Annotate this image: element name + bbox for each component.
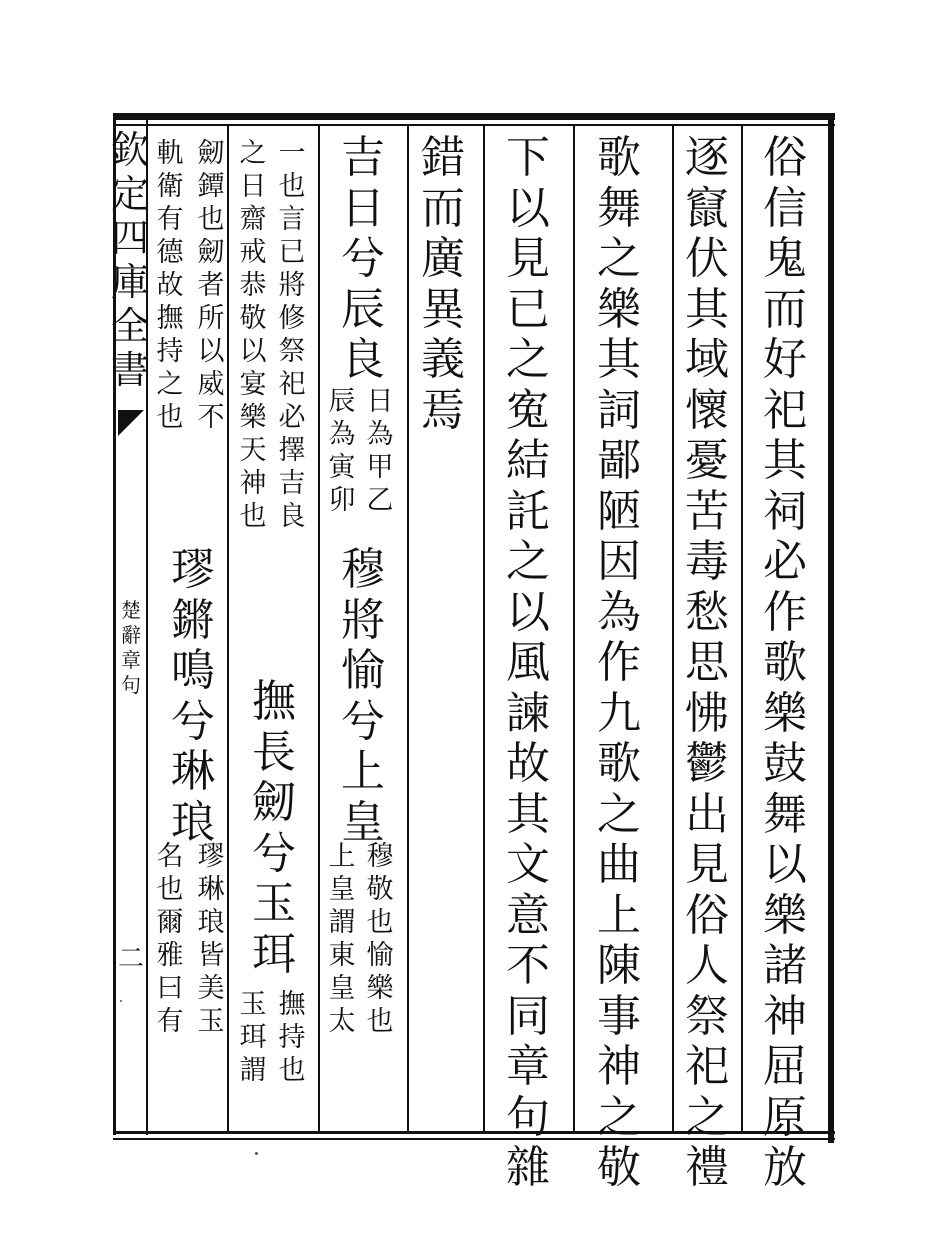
- glyph: 定: [110, 172, 149, 216]
- glyph: 良: [341, 334, 385, 385]
- glyph: 四: [110, 216, 149, 260]
- glyph: 九: [597, 687, 641, 739]
- glyph: 上: [597, 889, 641, 941]
- glyph: 為: [366, 419, 394, 450]
- glyph: 樂: [763, 889, 807, 941]
- glyph: 欽: [110, 128, 149, 172]
- annotation-line: [155, 840, 185, 1038]
- glyph: 風: [506, 637, 550, 688]
- glyph: 屈: [763, 1041, 807, 1092]
- glyph: 寃: [506, 384, 550, 436]
- glyph: 長: [252, 726, 296, 778]
- glyph: 持: [278, 1022, 306, 1053]
- glyph: 卯: [328, 485, 356, 516]
- glyph: 廣: [421, 233, 465, 284]
- glyph: 苦: [685, 485, 729, 537]
- glyph: 雅: [156, 940, 184, 971]
- glyph: 二: [117, 944, 144, 974]
- glyph: 祀: [685, 1041, 729, 1092]
- glyph: 鳴: [171, 645, 215, 696]
- glyph: 將: [278, 270, 306, 301]
- annotation-line: [155, 137, 185, 434]
- glyph: 竄: [685, 182, 729, 234]
- glyph: 章: [506, 1041, 550, 1092]
- main-text-segment: [249, 677, 299, 980]
- glyph: 玉: [197, 1006, 225, 1037]
- margin-page-number: [117, 938, 145, 975]
- glyph: 樂: [763, 687, 807, 739]
- glyph: 其: [685, 283, 729, 335]
- glyph: 樂: [366, 973, 394, 1004]
- glyph: 辭: [121, 623, 141, 647]
- glyph: 皇: [328, 874, 356, 905]
- glyph: 也: [366, 907, 394, 938]
- margin-book-title: [119, 598, 143, 698]
- glyph: 也: [156, 402, 184, 433]
- glyph: 神: [597, 1041, 641, 1092]
- glyph: 為: [328, 419, 356, 450]
- glyph: 之: [597, 788, 641, 840]
- main-text-segment: [168, 545, 218, 848]
- glyph: 見: [506, 233, 550, 284]
- glyph: 上: [328, 841, 356, 872]
- glyph: 文: [506, 839, 550, 890]
- annotation-line: [327, 385, 357, 517]
- glyph: 託: [506, 485, 550, 537]
- glyph: 皇: [341, 796, 385, 848]
- glyph: 甲: [366, 452, 394, 483]
- glyph: 章: [121, 648, 141, 672]
- glyph: 德: [156, 237, 184, 268]
- glyph: 人: [685, 940, 729, 991]
- glyph: 修: [278, 303, 306, 334]
- glyph: 也: [156, 874, 184, 905]
- glyph: 軌: [156, 138, 184, 169]
- glyph: 珥: [239, 1022, 267, 1053]
- glyph: 諫: [506, 687, 550, 739]
- glyph: 上: [341, 746, 385, 797]
- glyph: 之: [156, 369, 184, 400]
- right-border-rule: [828, 113, 834, 1143]
- annotation-line: [238, 137, 268, 533]
- glyph: 撫: [252, 676, 296, 727]
- glyph: 恭: [239, 270, 267, 301]
- glyph: 已: [506, 283, 550, 335]
- glyph: 祠: [763, 485, 807, 537]
- glyph: 也: [239, 501, 267, 532]
- annotation-line: [238, 988, 268, 1087]
- glyph: 作: [763, 586, 807, 638]
- glyph: 日: [239, 171, 267, 202]
- glyph: 俗: [763, 132, 807, 183]
- glyph: 乙: [366, 485, 394, 516]
- glyph: 故: [156, 270, 184, 301]
- glyph: 而: [421, 182, 465, 234]
- glyph: 吉: [341, 132, 385, 183]
- glyph: 之: [506, 536, 550, 587]
- glyph: 劒: [197, 237, 225, 268]
- glyph: 憂: [685, 435, 729, 486]
- glyph: 義: [421, 334, 465, 385]
- glyph: 鐔: [197, 171, 225, 202]
- glyph: 出: [685, 788, 729, 840]
- glyph: 諸: [763, 940, 807, 991]
- glyph: 兮: [252, 827, 296, 879]
- glyph: 舞: [763, 788, 807, 840]
- glyph: 璆: [197, 841, 225, 872]
- column-divider: [483, 124, 485, 1132]
- glyph: 擇: [278, 435, 306, 466]
- glyph: 衛: [156, 171, 184, 202]
- glyph: 珥: [252, 928, 296, 980]
- glyph: 將: [341, 594, 385, 646]
- glyph: 以: [239, 336, 267, 367]
- glyph: 事: [597, 990, 641, 1042]
- column-divider: [672, 124, 674, 1132]
- main-text-segment: [338, 133, 388, 386]
- glyph: 神: [239, 468, 267, 499]
- glyph: 日: [341, 182, 385, 234]
- glyph: 謂: [239, 1055, 267, 1086]
- glyph: 好: [763, 334, 807, 385]
- glyph: 者: [197, 270, 225, 301]
- glyph: 祀: [278, 369, 306, 400]
- glyph: 作: [597, 637, 641, 688]
- glyph: 鬱: [685, 738, 729, 789]
- glyph: 也: [278, 171, 306, 202]
- glyph: 結: [506, 435, 550, 486]
- glyph: 鬼: [763, 233, 807, 284]
- glyph: 敬: [366, 874, 394, 905]
- glyph: 璆: [171, 544, 215, 595]
- column-divider: [573, 124, 575, 1132]
- glyph: 敬: [597, 1142, 641, 1193]
- glyph: 愁: [685, 586, 729, 638]
- annotation-line: [196, 840, 226, 1038]
- glyph: 撫: [278, 989, 306, 1020]
- annotation-line: [277, 137, 307, 533]
- glyph: 齋: [239, 204, 267, 235]
- glyph: 其: [597, 334, 641, 385]
- glyph: 良: [278, 501, 306, 532]
- glyph: 歌: [597, 738, 641, 789]
- column-divider: [741, 124, 743, 1132]
- scan-speck: [255, 1152, 258, 1155]
- glyph: 必: [763, 536, 807, 587]
- glyph: 下: [506, 132, 550, 183]
- glyph: 琳: [197, 874, 225, 905]
- glyph: 不: [506, 940, 550, 991]
- annotation-line: [365, 840, 395, 1038]
- glyph: 有: [156, 204, 184, 235]
- glyph: 禮: [685, 1142, 729, 1193]
- glyph: 祀: [763, 384, 807, 436]
- glyph: 琳: [171, 746, 215, 797]
- glyph: 持: [156, 336, 184, 367]
- glyph: 皇: [328, 973, 356, 1004]
- glyph: 已: [278, 237, 306, 268]
- glyph: 其: [506, 788, 550, 840]
- glyph: 伏: [685, 233, 729, 284]
- glyph: 曲: [597, 839, 641, 890]
- glyph: 日: [366, 386, 394, 417]
- glyph: 舞: [597, 182, 641, 234]
- glyph: 而: [763, 283, 807, 335]
- glyph: 樂: [239, 402, 267, 433]
- glyph: 俗: [685, 889, 729, 941]
- glyph: 以: [763, 839, 807, 890]
- margin-title: [109, 128, 151, 392]
- glyph: 兮: [341, 233, 385, 284]
- column-divider: [227, 124, 229, 1132]
- glyph: 穆: [366, 841, 394, 872]
- annotation-line: [365, 385, 395, 517]
- glyph: 撫: [156, 303, 184, 334]
- glyph: 陳: [597, 940, 641, 991]
- glyph: 句: [506, 1091, 550, 1143]
- glyph: 不: [197, 402, 225, 433]
- glyph: 見: [685, 839, 729, 890]
- glyph: 以: [197, 336, 225, 367]
- glyph: 異: [421, 283, 465, 335]
- glyph: 其: [763, 435, 807, 486]
- fishtail-mark-icon: [118, 410, 144, 436]
- glyph: 原: [763, 1091, 807, 1143]
- glyph: 曰: [156, 973, 184, 1004]
- scan-speck: [120, 1000, 122, 1002]
- glyph: 之: [506, 334, 550, 385]
- annotation-line: [196, 137, 226, 434]
- glyph: 也: [197, 204, 225, 235]
- glyph: 祭: [685, 990, 729, 1042]
- glyph: 玉: [252, 878, 296, 929]
- glyph: 楚: [121, 598, 141, 622]
- glyph: 樂: [597, 283, 641, 335]
- glyph: 錯: [421, 132, 465, 183]
- glyph: 兮: [171, 695, 215, 747]
- glyph: 劒: [252, 777, 296, 828]
- glyph: 以: [506, 182, 550, 234]
- glyph: 焉: [421, 384, 465, 436]
- glyph: 所: [197, 303, 225, 334]
- text-column-2: [682, 133, 732, 1194]
- glyph: 名: [156, 841, 184, 872]
- glyph: 書: [110, 348, 149, 392]
- column-divider: [407, 124, 409, 1132]
- glyph: 懷: [685, 384, 729, 436]
- glyph: 謂: [328, 907, 356, 938]
- glyph: 劒: [197, 138, 225, 169]
- glyph: 愉: [366, 940, 394, 971]
- glyph: 之: [597, 233, 641, 284]
- glyph: 詞: [597, 384, 641, 436]
- glyph: 鼓: [763, 738, 807, 789]
- glyph: 爾: [156, 907, 184, 938]
- column-divider: [318, 124, 320, 1132]
- glyph: 同: [506, 990, 550, 1042]
- glyph: 威: [197, 369, 225, 400]
- glyph: 美: [197, 973, 225, 1004]
- glyph: 鄙: [597, 435, 641, 486]
- glyph: 必: [278, 402, 306, 433]
- glyph: 東: [328, 940, 356, 971]
- glyph: 辰: [328, 386, 356, 417]
- glyph: 全: [110, 304, 149, 348]
- glyph: 歌: [763, 637, 807, 688]
- glyph: 之: [597, 1091, 641, 1143]
- glyph: 琅: [197, 907, 225, 938]
- glyph: 有: [156, 1006, 184, 1037]
- glyph: 鏘: [171, 594, 215, 646]
- text-column-3: [594, 133, 644, 1194]
- glyph: 穆: [341, 544, 385, 595]
- glyph: 放: [763, 1142, 807, 1193]
- glyph: 以: [506, 586, 550, 638]
- annotation-line: [277, 988, 307, 1087]
- glyph: 戒: [239, 237, 267, 268]
- text-column-4: [503, 133, 553, 1194]
- glyph: 逐: [685, 132, 729, 183]
- glyph: 歌: [597, 132, 641, 183]
- glyph: 太: [328, 1006, 356, 1037]
- glyph: 寅: [328, 452, 356, 483]
- glyph: 思: [685, 637, 729, 688]
- glyph: 吉: [278, 468, 306, 499]
- glyph: 庫: [110, 260, 149, 304]
- glyph: 辰: [341, 283, 385, 335]
- glyph: 也: [278, 1055, 306, 1086]
- glyph: 琅: [171, 796, 215, 848]
- glyph: 雜: [506, 1142, 550, 1193]
- glyph: 句: [121, 673, 141, 697]
- glyph: 之: [685, 1091, 729, 1143]
- top-border-inner-rule: [113, 124, 835, 126]
- glyph: 兮: [341, 695, 385, 747]
- glyph: 皆: [197, 940, 225, 971]
- glyph: 敬: [239, 303, 267, 334]
- glyph: 一: [278, 138, 306, 169]
- glyph: 域: [685, 334, 729, 385]
- glyph: 玉: [239, 989, 267, 1020]
- glyph: 之: [239, 138, 267, 169]
- glyph: 故: [506, 738, 550, 789]
- glyph: 因: [597, 536, 641, 587]
- glyph: 意: [506, 889, 550, 941]
- glyph: 也: [366, 1006, 394, 1037]
- glyph: 為: [597, 586, 641, 638]
- glyph: 怫: [685, 687, 729, 739]
- glyph: 宴: [239, 369, 267, 400]
- glyph: 神: [763, 990, 807, 1042]
- main-text-segment: [338, 545, 388, 848]
- glyph: 天: [239, 435, 267, 466]
- glyph: 祭: [278, 336, 306, 367]
- glyph: 陋: [597, 485, 641, 537]
- glyph: 愉: [341, 645, 385, 696]
- glyph: 言: [278, 204, 306, 235]
- annotation-line: [327, 840, 357, 1038]
- text-column-5: [418, 133, 468, 436]
- top-border-rule: [113, 113, 835, 120]
- glyph: 毒: [685, 536, 729, 587]
- glyph: 信: [763, 182, 807, 234]
- text-column-1: [760, 133, 810, 1194]
